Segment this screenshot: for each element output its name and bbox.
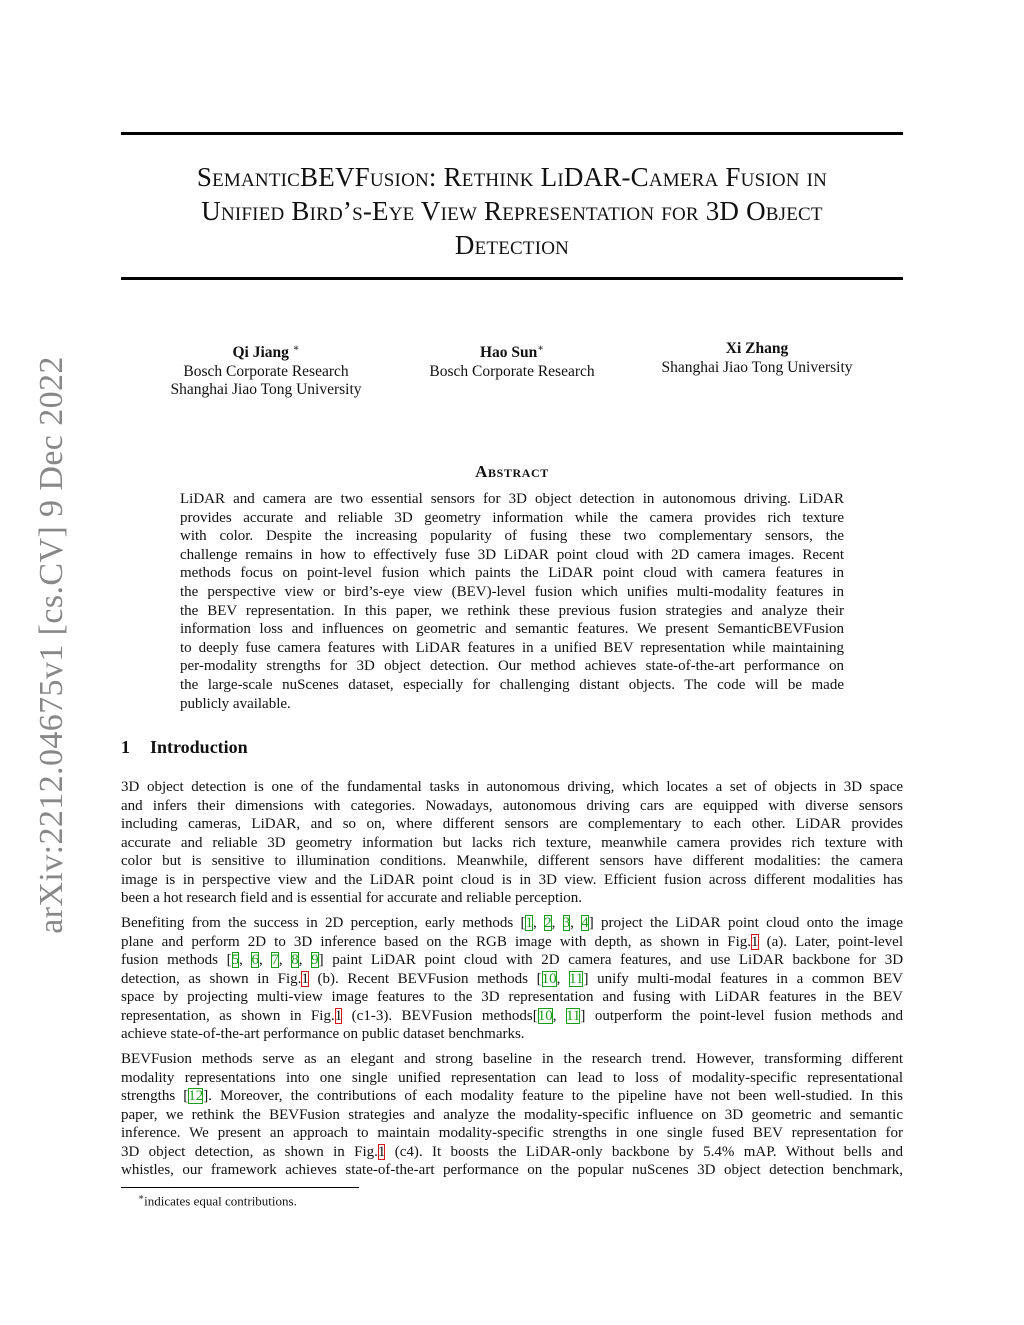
title-line: SemanticBEVFusion: Rethink LiDAR-Camera Fusion in [196,162,828,192]
text-line: achieve state-of-the-art performance on public dataset benchmarks. [121,1026,525,1042]
arxiv-stamp: arXiv:2212.04675v1 [cs.CV] 9 Dec 2022 [33,356,70,934]
text-line: representation, as shown in Fig.1 (c1-3). BEVFusion methods[10, 11] outperform the point-level fusion methods and [121,1007,903,1024]
text-run: ] unify multi-modal features in a common BEV [583,970,903,987]
abstract-line: LiDAR and camera are two essential sensors for 3D object detection in autonomous driving. LiDAR [180,491,844,507]
author-xi-zhang [642,340,872,377]
abstract-body [180,490,844,713]
text-line: inference. We present an approach to maintain modality-specific strengths in one single fused BEV representation for [121,1125,903,1141]
figure-ref-link[interactable]: 1 [751,933,759,950]
footnote-text: indicates equal contributions. [144,1193,297,1209]
section-heading-introduction [121,737,248,758]
abstract-line: information loss and influences on geometric and semantic features. We present SemanticBEVFusion [180,621,844,638]
text-line: modality representations into one single unified representation can lead to loss of modality-specific representational [121,1069,903,1086]
text-line: been a hot research field and is essential for accurate and reliable perception. [121,890,583,906]
intro-paragraph-2 [121,914,903,1044]
author-name: Qi Jiang [232,344,289,362]
author-affiliation: Shanghai Jiao Tong University [170,381,362,399]
citation-link[interactable]: 9 [311,952,319,968]
text-run: ] outperform the point-level fusion methods and [580,1007,903,1024]
text-run: detection, as shown in Fig. [121,970,302,987]
text-line [121,1087,903,1106]
abstract-line: per-modality strengths for 3D object detection. Our method achieves state-of-the-art performance on [180,658,844,675]
paper-title [121,160,903,262]
text-line [121,933,903,952]
citation-link[interactable]: 6 [251,952,259,968]
author-hao-sun [412,340,612,381]
text-run: ] paint LiDAR point cloud with 2D camera features, and use LiDAR backbone for 3D [318,952,904,968]
author-block [0,340,1024,400]
text-run: ]. Moreover, the contributions of each modality feature to the pipeline have not been well-studied. In this [203,1088,903,1104]
text-line: fusion methods [5, 6, 7, 8, 9] paint LiDAR point cloud with 2D camera features, and use LiDAR backbone for 3D [121,952,904,968]
title-line: Unified Bird’s-Eye View Representation for 3D Object [201,196,823,226]
abstract-line: challenge remains in how to effectively fuse 3D LiDAR point cloud with 2D camera images. Recent [180,546,844,563]
footnote-rule [121,1187,359,1188]
figure-ref-link[interactable]: 1 [334,1007,343,1024]
section-title: Introduction [150,737,248,757]
text-line: accurate and reliable 3D geometry information but lacks rich texture, meanwhile camera provides rich texture with [121,834,903,851]
text-line: space by projecting multi-view image features to the 3D representation and fusing with LiDAR features in the BEV [121,989,903,1005]
author-name: Xi Zhang [725,340,789,357]
text-run: (c4). It boosts the LiDAR-only backbone by 5.4% mAP. Without bells and [385,1143,903,1160]
text-run: ] project the LiDAR point cloud onto the image [588,915,904,931]
abstract-line: with color. Despite the increasing popularity of fusing these two complementary sensors, the [180,528,844,545]
citation-link[interactable]: 4 [581,915,589,931]
citation-link[interactable]: 2 [544,915,552,931]
text-run: (c1-3). BEVFusion methods[ [342,1007,538,1024]
figure-ref-link[interactable]: 1 [377,1143,386,1160]
citation-link[interactable]: 12 [188,1088,204,1104]
title-line: Detection [454,230,570,260]
abstract-line: methods focus on point-level fusion which paints the LiDAR point cloud with camera features in [180,565,844,582]
equal-contrib-mark: ∗ [537,343,545,354]
section-number: 1 [121,737,130,757]
intro-paragraph-3 [121,1050,903,1180]
figure-ref-link[interactable]: 1 [301,970,309,987]
intro-paragraph-1 [121,778,903,908]
citation-link[interactable]: 3 [562,915,571,931]
abstract-line: provides accurate and reliable 3D geometry information while the camera provides rich texture [180,509,844,526]
citation-link[interactable]: 1 [525,915,533,931]
abstract-line: the large-scale nuScenes dataset, especially for challenging distant objects. The code will be made [180,676,844,693]
text-line: detection, as shown in Fig.1 (b). Recent BEVFusion methods [10, 11] unify multi-modal features in a common BEV [121,970,903,987]
text-line: image is in perspective view and the LiDAR point cloud is in 3D view. Efficient fusion across different modalities has [121,871,903,888]
text-run: (b). Recent BEVFusion methods [ [308,970,542,987]
abstract-line: publicly available. [180,695,291,712]
text-line: including cameras, LiDAR, and so on, where different sensors are complementary to each other. LiDAR provides [121,816,903,832]
footnote [138,1192,297,1209]
text-run: plane and perform 2D to 3D inference based on the RGB image with depth, as shown in Fig. [121,933,752,950]
footnote-mark: ∗ [138,1192,145,1202]
citation-link[interactable]: 7 [271,952,279,968]
text-line: 3D object detection is one of the fundamental tasks in autonomous driving, which locates a set of objects in 3D space [121,779,903,795]
author-affiliation: Bosch Corporate Research [429,362,595,380]
text-line [121,1143,903,1162]
text-line: paper, we rethink the BEVFusion strategies and analyze the modality-specific influence on 3D geometric and semantic [121,1106,903,1123]
abstract-line: the BEV representation. In this paper, we rethink these previous fusion strategies and analyze their [180,602,844,619]
text-run: Benefiting from the success in 2D perception, early methods [ [121,915,526,931]
author-qi-jiang [166,340,366,400]
author-name: Hao Sun [479,344,538,362]
title-rule-bottom [121,277,903,280]
text-line: BEVFusion methods serve as an elegant and strong baseline in the research trend. However, transforming different [121,1051,903,1067]
text-run: fusion methods [ [121,952,232,968]
text-line: whistles, our framework achieves state-of-the-art performance on the popular nuScenes 3D object detection benchmark, [121,1162,903,1178]
text-line: Benefiting from the success in 2D perception, early methods [1, 2, 3, 4] project the LiDAR point cloud onto the image [121,915,904,931]
text-run: representation, as shown in Fig. [121,1007,335,1024]
equal-contrib-mark: ∗ [292,343,300,354]
title-rule-top [121,132,903,135]
citation-link[interactable]: 11 [565,1007,581,1024]
text-run: strengths [ [121,1088,189,1104]
citation-link[interactable]: 11 [568,970,584,987]
abstract-line: the perspective view or bird’s-eye view (BEV)-level fusion which unifies multi-modality features in [180,583,844,600]
abstract-line: to deeply fuse camera features with LiDAR features in a unified BEV representation while maintaining [180,639,844,656]
text-run: (a). Later, point-level [758,933,903,950]
text-run: 3D object detection, as shown in Fig. [121,1143,378,1160]
author-affiliation: Shanghai Jiao Tong University [661,358,853,376]
abstract-heading: Abstract [475,462,549,481]
citation-link[interactable]: 5 [231,952,240,968]
text-line: and infers their dimensions with categories. Nowadays, autonomous driving cars are equipped with diverse sensors [121,797,903,814]
author-affiliation: Bosch Corporate Research [183,362,349,380]
text-line: color but is sensitive to illumination conditions. Meanwhile, different sensors have different modalities: the camera [121,853,903,869]
citation-link[interactable]: 10 [541,970,557,987]
citation-link[interactable]: 10 [537,1007,553,1024]
citation-link[interactable]: 8 [291,952,299,968]
